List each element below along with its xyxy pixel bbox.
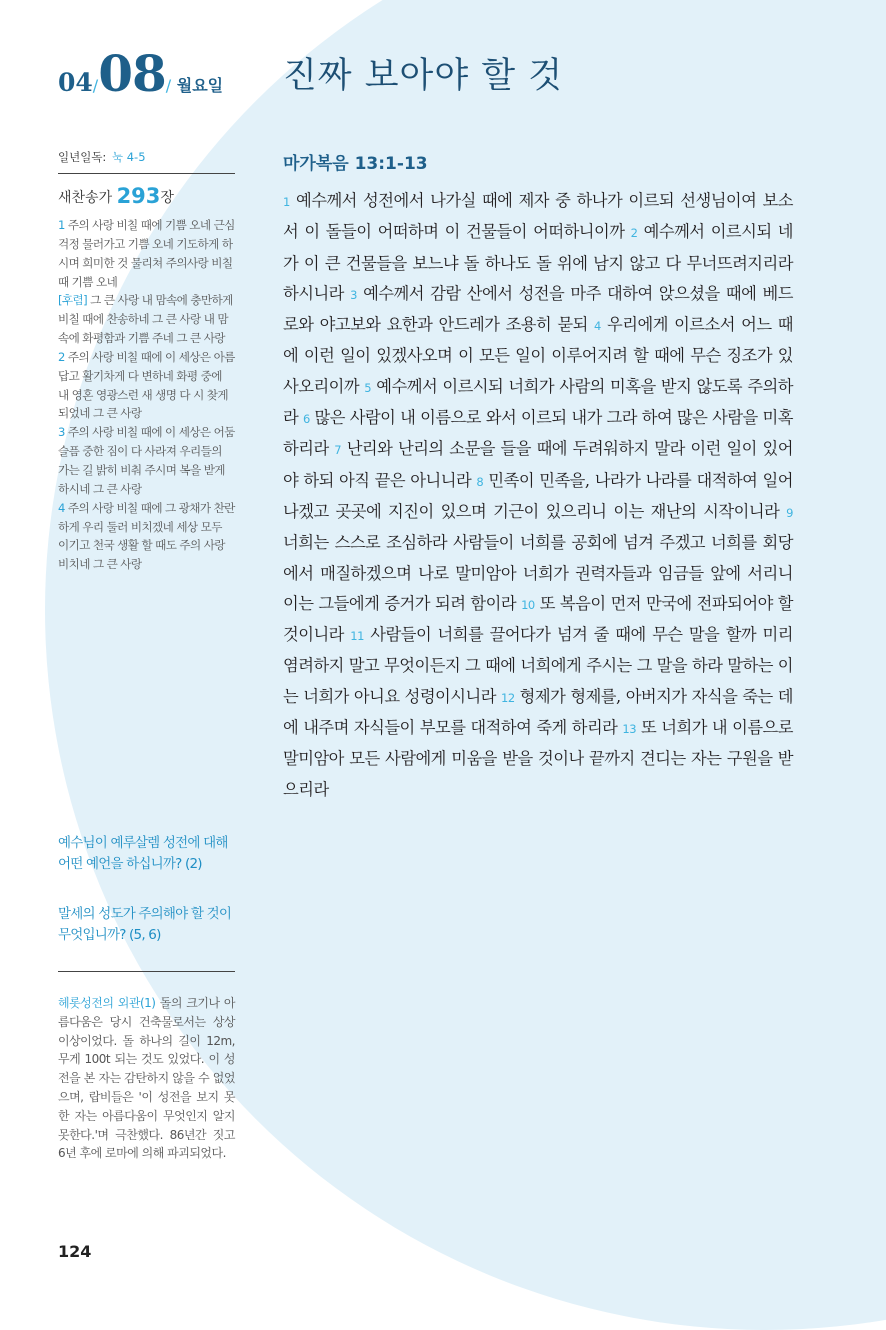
hymn-verse-number: 3 [58, 425, 65, 440]
verse-number: 3 [350, 287, 357, 302]
verse-text: 또 복음이 먼저 만국에 전파되어야 할 것이니라 [283, 593, 793, 645]
hymn-verse [58, 348, 235, 423]
question-1: 예수님이 예루살렘 성전에 대해 어떤 예언을 하십니까? (2) [58, 835, 228, 872]
note-text: 돌의 크기나 아름다움은 당시 건축물로서는 상상 이상이었다. 돌 하나의 길이 12m, 무게 100t 되는 것도 있었다. 이 성전을 본 자는 감탄하지 않을 수 없었으며, 랍비들은 '이 성전을 보지 못한 자는 아름다움이 무엇인지 알지 못한다.'며 극찬했다. 86년간 짓고 6년 후에 로마에 의해 파괴되었다. [58, 996, 235, 1161]
scripture-heading: 마가복음 13:1-13 [283, 154, 428, 174]
verse-text: 형제가 형제를, 아버지가 자식을 죽는 데에 내주며 자식들이 부모를 대적하여 죽게 하리라 [283, 686, 793, 738]
divider [58, 173, 235, 174]
hymn-number: 293 [116, 184, 161, 208]
verse-number: 8 [476, 474, 484, 489]
verse-text: 예수께서 이르시되 너희가 사람의 미혹을 받지 않도록 주의하라 [283, 376, 793, 428]
hymn-verse-text: 주의 사랑 비칠 때에 이 세상은 어둠 슬픔 중한 짐이 다 사라져 우리들의 가는 길 밝히 비춰 주시며 복을 받게 하시네 그 큰 사랑 [58, 425, 235, 496]
verse-text: 또 너희가 내 이름으로 말미암아 모든 사람에게 미움을 받을 것이나 끝까지 견디는 자는 구원을 받으리라 [283, 718, 794, 799]
verse-number: 6 [302, 412, 310, 427]
verse-text: 많은 사람이 내 이름으로 와서 이르되 내가 그라 하여 많은 사람을 미혹하리라 [283, 408, 793, 459]
hymn-label-pre: 새찬송가 [58, 190, 113, 206]
commentary-note [58, 994, 235, 1163]
page-number: 124 [58, 1242, 92, 1261]
month: 04 [58, 68, 93, 97]
verse-text: 사람들이 너희를 끌어다가 넘겨 줄 때에 무슨 말을 할까 미리 염려하지 말고 무엇이든지 그 때에 너희에게 주시는 그 말을 하라 말하는 이는 너희가 아니요 성령이시니라 [283, 625, 793, 706]
verse-number: 13 [622, 722, 637, 737]
hymn-verse [58, 423, 235, 498]
hymn-verse-text: 주의 사랑 비칠 때에 기쁨 오네 근심걱정 물러가고 기쁨 오네 기도하게 하시며 희미한 것 물리쳐 주의사랑 비칠 때 기쁨 오네 [58, 218, 235, 289]
hymn-refrain-label: [후렴] [58, 293, 88, 308]
verse-number: 9 [786, 505, 793, 520]
hymn-verse-text: 주의 사랑 비칠 때에 그 광채가 찬란하게 우리 둘러 비치겠네 세상 모두 이기고 천국 생활 할 때도 주의 사랑 비치네 그 큰 사랑 [58, 500, 235, 572]
verse-number: 11 [350, 629, 364, 644]
verse-text: 예수께서 이르시되 네가 이 큰 건물들을 보느냐 돌 하나도 돌 위에 남지 않고 다 무너뜨려지리라 하시니라 [283, 222, 793, 303]
reading-plan [58, 149, 235, 165]
verse-number: 4 [594, 319, 601, 334]
hymn-lyrics [58, 216, 235, 574]
divider [58, 971, 235, 972]
hymn-verse [58, 499, 235, 574]
question-2: 말세의 성도가 주의해야 할 것이 무엇입니까? (5, 6) [58, 906, 232, 943]
reading-ref: 눅 4-5 [111, 150, 146, 164]
verse-text: 예수께서 성전에서 나가실 때에 제자 중 하나가 이르되 선생님이여 보소서 이 돌들이 어떠하며 이 건물들이 어떠하니이까 [283, 191, 793, 242]
hymn-verse-number: 2 [58, 349, 65, 364]
verse-text: 민족이 민족을, 나라가 나라를 대적하여 일어나겠고 곳곳에 지진이 있으며 기근이 있으리니 이는 재난의 시작이니라 [283, 470, 793, 521]
day: 08 [98, 44, 166, 103]
hymn-verse-number: 4 [58, 500, 65, 515]
hymn-verse [58, 216, 235, 291]
verse-text: 우리에게 이르소서 어느 때에 이런 일이 있겠사오며 이 모든 일이 이루어지려 할 때에 무슨 징조가 있사오리이까 [283, 315, 793, 396]
verse-text: 예수께서 감람 산에서 성전을 마주 대하여 앉으셨을 때에 베드로와 야고보와 요한과 안드레가 조용히 묻되 [283, 283, 793, 335]
hymn-verse-text: 그 큰 사랑 내 맘속에 충만하게 비칠 때에 찬송하네 그 큰 사랑 내 맘 속에 화평함과 기쁨 주네 그 큰 사랑 [58, 293, 233, 346]
reading-label: 일년일독: [58, 150, 107, 164]
weekday-separator: / [165, 76, 172, 95]
scripture-body [283, 186, 793, 805]
note-title: 헤롯성전의 외관(1) [58, 996, 156, 1010]
verse-number: 7 [334, 443, 342, 458]
verse-text: 너희는 스스로 조심하라 사람들이 너희를 공회에 넘겨 주겠고 너희를 회당에서 매질하겠으며 나로 말미암아 너희가 권력자들과 임금들 앞에 서리니 이는 그들에게 증거가 되려 함이라 [283, 533, 793, 613]
hymn-heading [58, 184, 235, 208]
hymn-verse-text: 주의 사랑 비칠 때에 이 세상은 아름답고 활기차게 다 변하네 화평 중에 내 영혼 영광스런 새 생명 다 시 찾게 되었네 그 큰 사랑 [58, 349, 235, 421]
verse-number: 2 [630, 226, 638, 241]
weekday: 월요일 [176, 76, 224, 95]
date-separator: / [92, 76, 99, 95]
verse-text: 난리와 난리의 소문을 들을 때에 두려워하지 말라 이런 일이 있어야 하되 아직 끝은 아니니라 [283, 439, 793, 490]
verse-number: 5 [364, 380, 372, 395]
verse-number: 12 [501, 690, 515, 705]
hymn-label-post: 장 [160, 190, 174, 206]
page-title: 진짜 보아야 할 것 [283, 56, 564, 96]
hymn-refrain [58, 291, 235, 348]
date-header [58, 44, 223, 103]
hymn-verse-number: 1 [58, 218, 65, 232]
verse-number: 1 [283, 195, 290, 209]
verse-number: 10 [521, 597, 535, 612]
